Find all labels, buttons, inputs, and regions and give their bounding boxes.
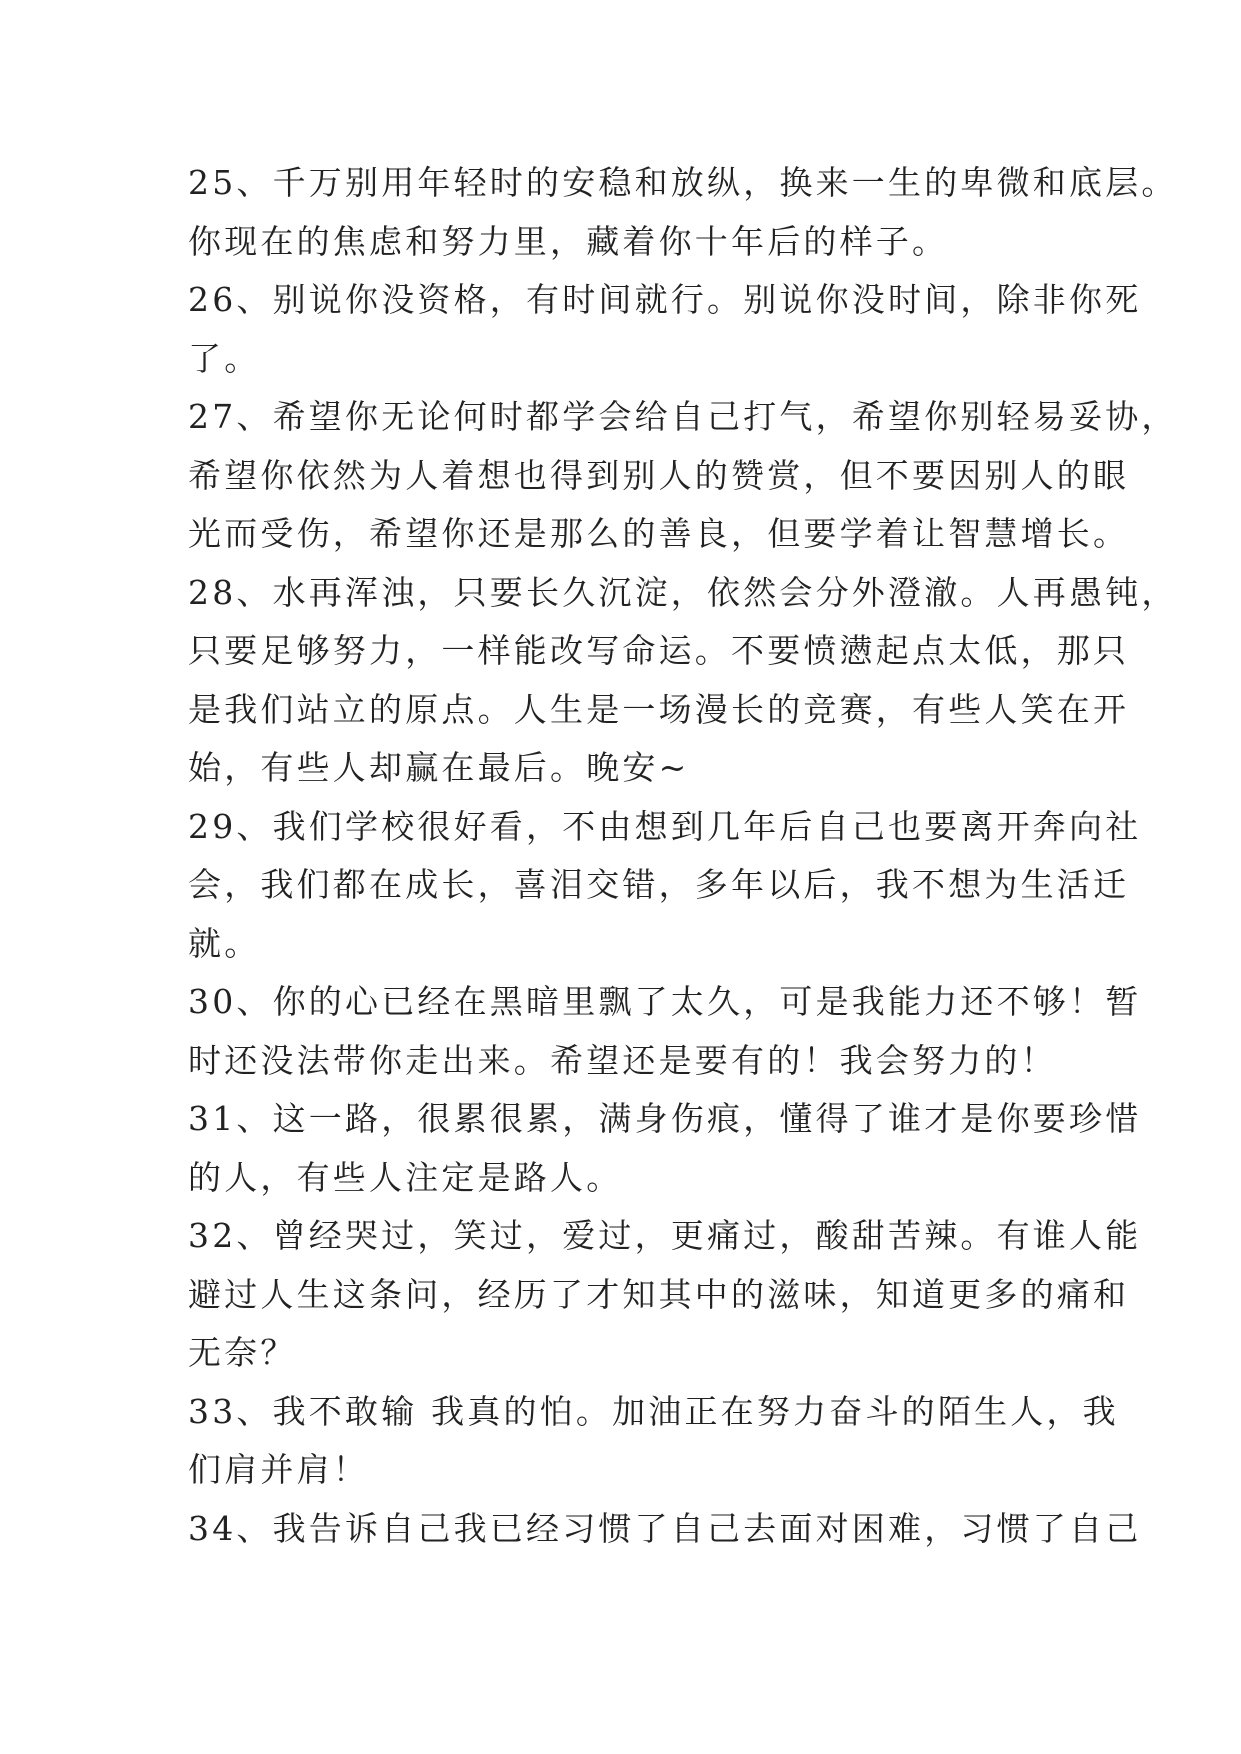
text-line: 避过人生这条问，经历了才知其中的滋味，知道更多的痛和 [188,1274,1130,1314]
text-line: 光而受伤，希望你还是那么的善良，但要学着让智慧增长。 [188,514,1130,553]
text-line: 了。 [188,338,261,378]
text-line: 26、别说你没资格，有时间就行。别说你没时间，除非你死 [188,280,1142,319]
text-line: 就。 [188,923,261,963]
text-line: 31、这一路，很累很累，满身伤痕，懂得了谁才是你要珍惜 [188,1099,1142,1138]
text-line: 时还没法带你走出来。希望还是要有的！我会努力的！ [188,1040,1057,1080]
text-line: 是我们站立的原点。人生是一场漫长的竞赛，有些人笑在开 [188,689,1130,729]
text-line: 会，我们都在成长，喜泪交错，多年以后，我不想为生活迁 [188,865,1130,904]
text-line: 32、曾经哭过，笑过，爱过，更痛过，酸甜苦辣。有谁人能 [188,1216,1142,1255]
text-line: 28、水再浑浊，只要长久沉淀，依然会分外澄澈。人再愚钝， [188,572,1178,612]
text-line: 们肩并肩！ [188,1450,369,1489]
text-line: 希望你依然为人着想也得到别人的赞赏，但不要因别人的眼 [188,455,1130,495]
text-line: 无奈？ [188,1333,297,1372]
text-line: 33、我不敢输 我真的怕。加油正在努力奋斗的陌生人，我 [188,1391,1119,1431]
text-line: 29、我们学校很好看，不由想到几年后自己也要离开奔向社 [188,806,1142,846]
text-line: 你现在的焦虑和努力里，藏着你十年后的样子。 [188,221,949,261]
text-line: 34、我告诉自己我已经习惯了自己去面对困难，习惯了自己 [188,1508,1142,1548]
document-body [188,154,1178,1558]
text-line: 30、你的心已经在黑暗里飘了太久，可是我能力还不够！暂 [188,982,1142,1021]
text-line: 25、千万别用年轻时的安稳和放纵，换来一生的卑微和底层。 [188,163,1178,202]
text-line: 始，有些人却赢在最后。晚安~ [188,748,690,787]
text-line: 27、希望你无论何时都学会给自己打气，希望你别轻易妥协， [188,397,1178,436]
text-line: 只要足够努力，一样能改写命运。不要愤懑起点太低，那只 [188,631,1130,670]
text-line: 的人，有些人注定是路人。 [188,1157,623,1197]
